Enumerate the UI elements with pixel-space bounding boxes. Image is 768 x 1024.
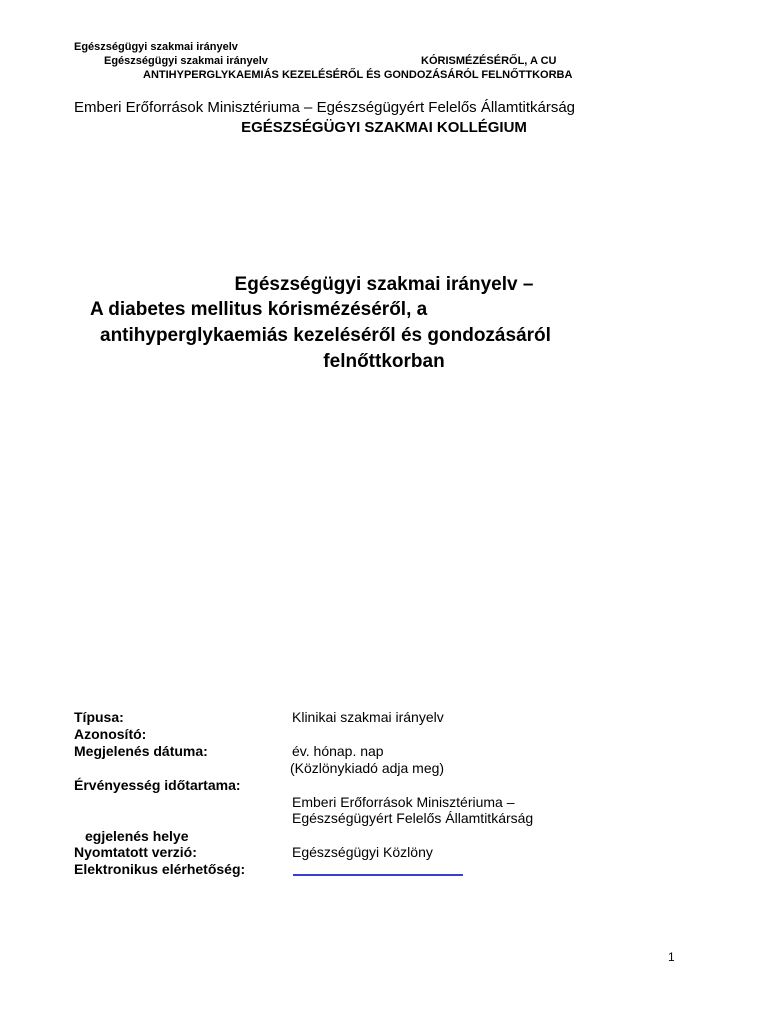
- publication-date-value: év. hónap. nap: [292, 743, 384, 759]
- page-number: 1: [668, 950, 675, 964]
- electronic-access-link[interactable]: [293, 874, 463, 876]
- publication-date-note: (Közlönykiadó adja meg): [290, 760, 445, 776]
- ministry-name: Emberi Erőforrások Minisztériuma – Egészségügyért Felelős Államtitkárság: [74, 99, 576, 116]
- document-title-line3: antihyperglykaemiás kezeléséről és gondozásáról: [100, 325, 551, 346]
- printed-version-value: Egészségügyi Közlöny: [292, 844, 433, 860]
- publisher-line1: Emberi Erőforrások Minisztériuma –: [292, 794, 515, 810]
- document-title-line2: A diabetes mellitus kórismézéséről, a: [90, 299, 428, 320]
- publication-place-label: egjelenés helye: [85, 828, 189, 844]
- header-doc-title: Egészségügyi szakmai irányelv: [74, 41, 238, 53]
- college-name: EGÉSZSÉGÜGYI SZAKMAI KOLLÉGIUM: [241, 119, 527, 136]
- type-label: Típusa:: [74, 709, 124, 725]
- publisher-line2: Egészségügyért Felelős Államtitkárság: [292, 810, 534, 826]
- header-topic-part1: KÓRISMÉZÉSÉRŐL, A CU: [421, 55, 557, 67]
- header-topic-part2: ANTIHYPERGLYKAEMIÁS KEZELÉSÉRŐL ÉS GONDOZÁSÁRÓL FELNŐTTKORBA: [143, 69, 573, 81]
- validity-label: Érvényesség időtartama:: [74, 777, 241, 793]
- printed-version-label: Nyomtatott verzió:: [74, 844, 197, 860]
- document-title-line4: felnőttkorban: [323, 351, 445, 372]
- electronic-access-label: Elektronikus elérhetőség:: [74, 861, 246, 877]
- publication-date-label: Megjelenés dátuma:: [74, 743, 208, 759]
- header-doc-title-repeat: Egészségügyi szakmai irányelv: [104, 55, 268, 67]
- document-title-line1: Egészségügyi szakmai irányelv –: [234, 274, 534, 295]
- identifier-label: Azonosító:: [74, 726, 147, 742]
- type-value: Klinikai szakmai irányelv: [292, 709, 444, 725]
